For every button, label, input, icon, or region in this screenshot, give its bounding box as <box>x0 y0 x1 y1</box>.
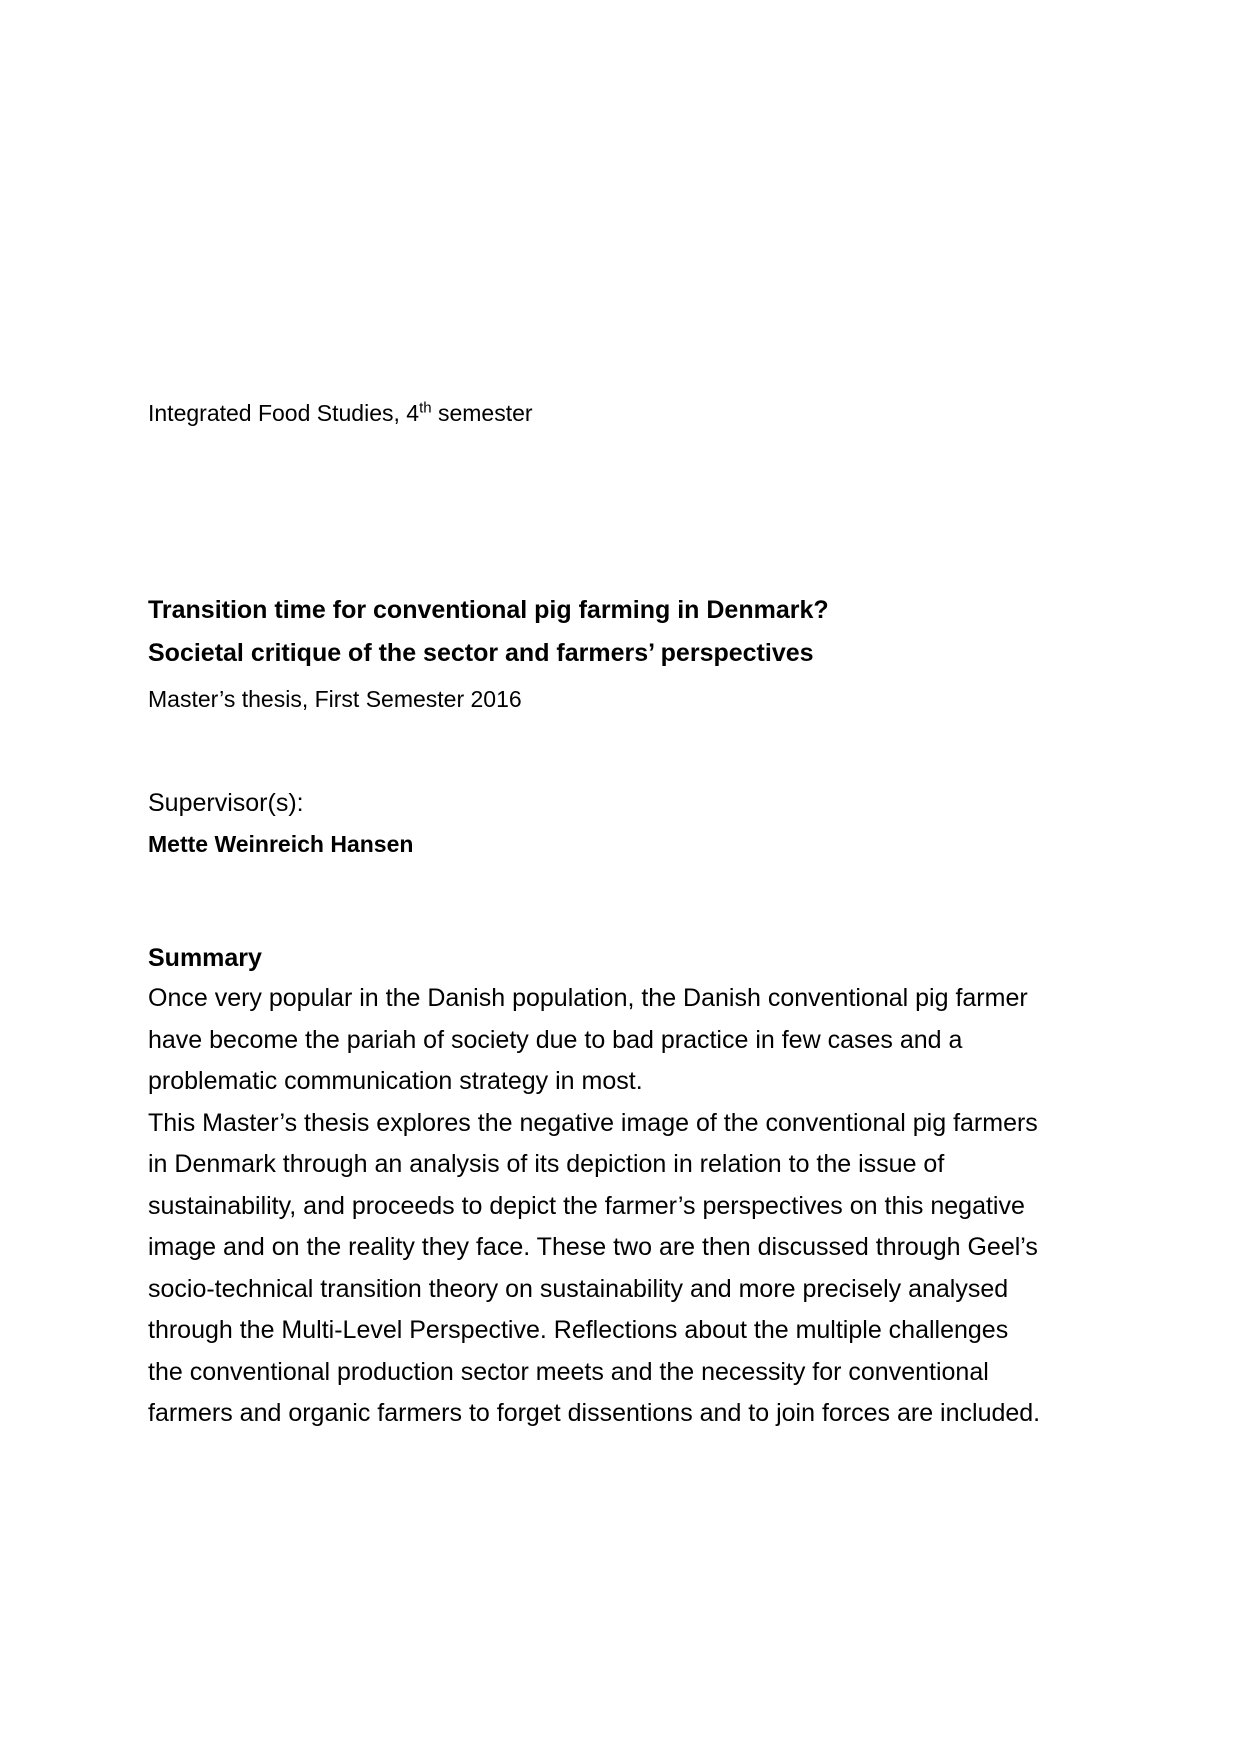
supervisor-name: Mette Weinreich Hansen <box>148 831 414 857</box>
summary-body-line: have become the pariah of society due to bad practice in few cases and a <box>148 1025 963 1054</box>
thesis-subtitle: Master’s thesis, First Semester 2016 <box>148 686 522 712</box>
course-line <box>148 398 533 428</box>
summary-body-line: image and on the reality they face. These two are then discussed through Geel’s <box>148 1233 1038 1261</box>
thesis-title-line-1: Transition time for conventional pig farming in Denmark? <box>148 596 829 624</box>
summary-body-line: sustainability, and proceeds to depict the farmer’s perspectives on this negative <box>148 1191 1025 1220</box>
course-line-superscript: th <box>419 399 432 417</box>
summary-body-line: in Denmark through an analysis of its depiction in relation to the issue of <box>148 1150 945 1178</box>
summary-body-line: the conventional production sector meets and the necessity for conventional <box>148 1357 989 1386</box>
course-line-suffix: semester <box>431 400 533 426</box>
summary-body-line: farmers and organic farmers to forget dissentions and to join forces are included. <box>148 1399 1041 1427</box>
summary-body-line: through the Multi-Level Perspective. Reflections about the multiple challenges <box>148 1316 1009 1344</box>
summary-body-line: Once very popular in the Danish population, the Danish conventional pig farmer <box>148 984 1028 1012</box>
summary-body-line: This Master’s thesis explores the negative image of the conventional pig farmers <box>148 1108 1038 1137</box>
supervisor-label: Supervisor(s): <box>148 789 304 817</box>
summary-body-line: socio-technical transition theory on sustainability and more precisely analysed <box>148 1274 1009 1303</box>
summary-body <box>148 978 1040 1435</box>
thesis-title-line-2: Societal critique of the sector and farmers’ perspectives <box>148 639 814 667</box>
summary-body-line: problematic communication strategy in most. <box>148 1067 643 1095</box>
summary-heading: Summary <box>148 944 262 972</box>
course-line-prefix: Integrated Food Studies, 4 <box>148 400 420 426</box>
thesis-title <box>148 589 829 675</box>
